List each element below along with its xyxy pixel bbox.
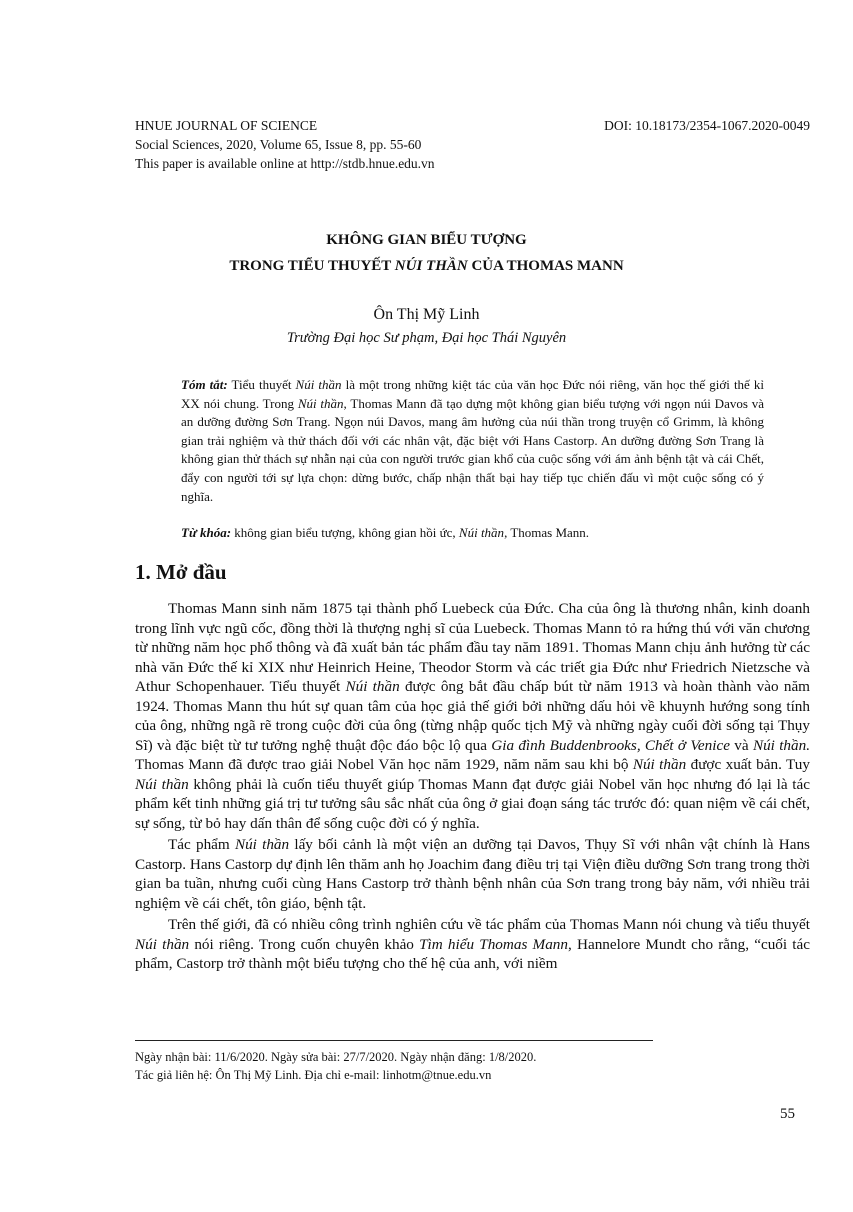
online-info: This paper is available online at http://stdb.hnue.edu.vn: [135, 156, 435, 171]
keywords-label: Từ khóa:: [181, 525, 232, 540]
volume-info: Social Sciences, 2020, Volume 65, Issue 8, pp. 55-60: [135, 137, 422, 152]
page-number: 55: [780, 1106, 795, 1122]
footnote-contact: Tác giả liên hệ: Ôn Thị Mỹ Linh. Địa chỉ e-mail: linhotm@tnue.edu.vn: [135, 1068, 492, 1082]
paragraph-3: Trên thế giới, đã có nhiều công trình nghiên cứu về tác phẩm của Thomas Mann nói chung và tiểu thuyết Núi thần nói riêng. Trong cuốn chuyên khảo Tìm hiểu Thomas Mann, Hannelore Mundt cho rằng, “cuối tác phẩm, Castorp trở thành một biểu tượng cho thế hệ của anh, với niềm: [135, 916, 810, 972]
footnote-rule: [135, 1040, 653, 1041]
title-line-1: KHÔNG GIAN BIỂU TƯỢNG: [326, 232, 527, 248]
paper-title: [100, 227, 753, 279]
footnote: [135, 1048, 810, 1084]
doi: DOI: 10.18173/2354-1067.2020-0049: [604, 118, 810, 133]
abstract-label: Tóm tắt:: [181, 377, 228, 392]
section-heading: 1. Mở đầu: [135, 560, 227, 584]
body-text: [135, 599, 810, 976]
paragraph-2: Tác phẩm Núi thần lấy bối cảnh là một viện an dưỡng tại Davos, Thụy Sĩ với nhân vật chính là Hans Castorp. Hans Castorp dự định lên thăm anh họ Joachim đang điều trị tại Viện điều dưỡng Sơn trang trong thời gian ba tuần, nhưng cuối cùng Hans Castorp trở thành bệnh nhân của Sơn trang trong bảy năm, với nhiều trải nghiệm về cái chết, tôn giáo, bệnh tật.: [135, 836, 810, 912]
title-line-2: TRONG TIỂU THUYẾT NÚI THẦN CỦA THOMAS MANN: [229, 258, 624, 274]
paragraph-1: Thomas Mann sinh năm 1875 tại thành phố Luebeck của Đức. Cha của ông là thương nhân, kinh doanh trong lĩnh vực ngũ cốc, đồng thời là thượng nghị sĩ của Luebeck. Thomas Mann tỏ ra hứng thú với văn chương từ những năm học phổ thông và đã xuất bản tác phẩm đầu tay năm 1891. Thomas Mann chịu ảnh hưởng từ các nhà văn Đức thế kỉ XIX như Heinrich Heine, Theodor Storm và các triết gia Đức như Friedrich Nietzsche và Athur Schopenhauer. Tiểu thuyết Núi thần được ông bắt đầu chấp bút từ năm 1913 và hoàn thành vào năm 1924. Thomas Mann thu hút sự quan tâm của học giả thế giới bởi những dấu hỏi về khuynh hướng song tính của ông, những ngã rẽ trong cuộc đời của ông (từng nhập quốc tịch Mỹ và những ngày cuối đời sống tại Thụy Sĩ) và đặc biệt từ tư tưởng nghệ thuật độc đáo bộc lộ qua Gia đình Buddenbrooks, Chết ở Venice và Núi thần. Thomas Mann đã được trao giải Nobel Văn học năm 1929, năm năm sau khi bộ Núi thần được xuất bản. Tuy Núi thần không phải là cuốn tiểu thuyết giúp Thomas Mann đạt được giải Nobel văn học nhưng đó lại là tác phẩm kết tinh những giá trị tư tưởng sâu sắc nhất của ông ở giai đoạn sáng tác trước đó: quan niệm về cái chết, sự sống, từ bỏ hay dấn thân để sống cuộc đời có ý nghĩa.: [135, 600, 811, 832]
footnote-dates: Ngày nhận bài: 11/6/2020. Ngày sửa bài: 27/7/2020. Ngày nhận đăng: 1/8/2020.: [135, 1050, 537, 1064]
author-name: Ôn Thị Mỹ Linh: [373, 306, 480, 323]
keywords: Từ khóa: không gian biểu tượng, không gian hồi ức, Núi thần, Thomas Mann.: [181, 525, 590, 540]
affiliation: Trường Đại học Sư phạm, Đại học Thái Nguyên: [286, 330, 567, 346]
abstract: Tóm tắt: Tiểu thuyết Núi thần là một trong những kiệt tác của văn học Đức nói riêng, văn học thế giới thế kỉ XX nói chung. Trong Núi thần, Thomas Mann đã tạo dựng một không gian biểu tượng với ngọn núi Davos và an dưỡng đường Sơn Trang. Ngọn núi Davos, mang âm hưởng của núi thần trong truyện cổ Grimm, là không gian trải nghiệm và thử thách đối với các nhân vật, đặc biệt với Hans Castorp. An dưỡng đường Sơn Trang là không gian thử thách sự nhẫn nại của con người trước gian khổ của cuộc sống với ám ảnh bệnh tật và cái Chết, đẩy con người tới sự lựa chọn: dừng bước, chấp nhận thất bại hay tiếp tục chiến đấu vì một cuộc sống có ý nghĩa.: [181, 377, 765, 504]
journal-name: HNUE JOURNAL OF SCIENCE: [135, 118, 318, 133]
journal-header: [135, 116, 810, 173]
